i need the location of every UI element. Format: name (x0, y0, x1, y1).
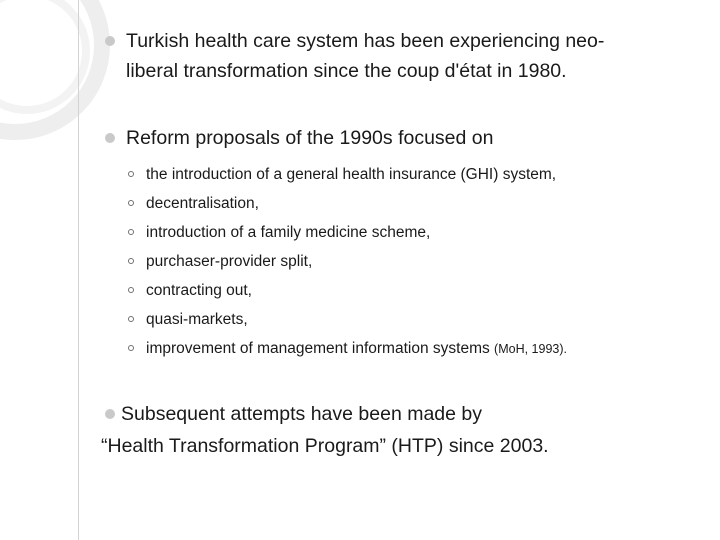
list-item (128, 218, 567, 247)
left-rule-line (78, 0, 79, 540)
point-2-text: Reform proposals of the 1990s focused on (126, 127, 494, 149)
list-item-text: introduction of a family medicine scheme, (146, 224, 431, 241)
list-item (128, 189, 567, 218)
ring-bullet-icon (128, 345, 134, 351)
point-1-line-2: liberal transformation since the coup d'état in 1980. (126, 60, 567, 82)
point-3-line-1: Subsequent attempts have been made by (121, 403, 482, 425)
list-item (128, 305, 567, 334)
point-1-line-1: Turkish health care system has been experiencing neo- (126, 30, 605, 52)
citation: (MoH, 1993). (494, 342, 567, 356)
reform-proposals-list (128, 160, 567, 363)
ring-bullet-icon (128, 258, 134, 264)
ring-bullet-icon (128, 287, 134, 293)
list-item-text: purchaser-provider split, (146, 253, 313, 270)
list-item (128, 160, 567, 189)
ring-bullet-icon (128, 229, 134, 235)
list-item (128, 334, 567, 363)
bullet-icon (105, 36, 115, 46)
point-3-line-2: “Health Transformation Program” (HTP) since 2003. (101, 435, 549, 457)
list-item (128, 247, 567, 276)
list-item-text: quasi-markets, (146, 311, 248, 328)
list-item-text: decentralisation, (146, 195, 259, 212)
bullet-icon (105, 409, 115, 419)
list-item-text: contracting out, (146, 282, 252, 299)
list-item-text: the introduction of a general health insurance (GHI) system, (146, 166, 557, 183)
ring-bullet-icon (128, 316, 134, 322)
ring-bullet-icon (128, 200, 134, 206)
ring-bullet-icon (128, 171, 134, 177)
list-item (128, 276, 567, 305)
list-item-text: improvement of management information systems (146, 340, 490, 357)
bullet-icon (105, 133, 115, 143)
